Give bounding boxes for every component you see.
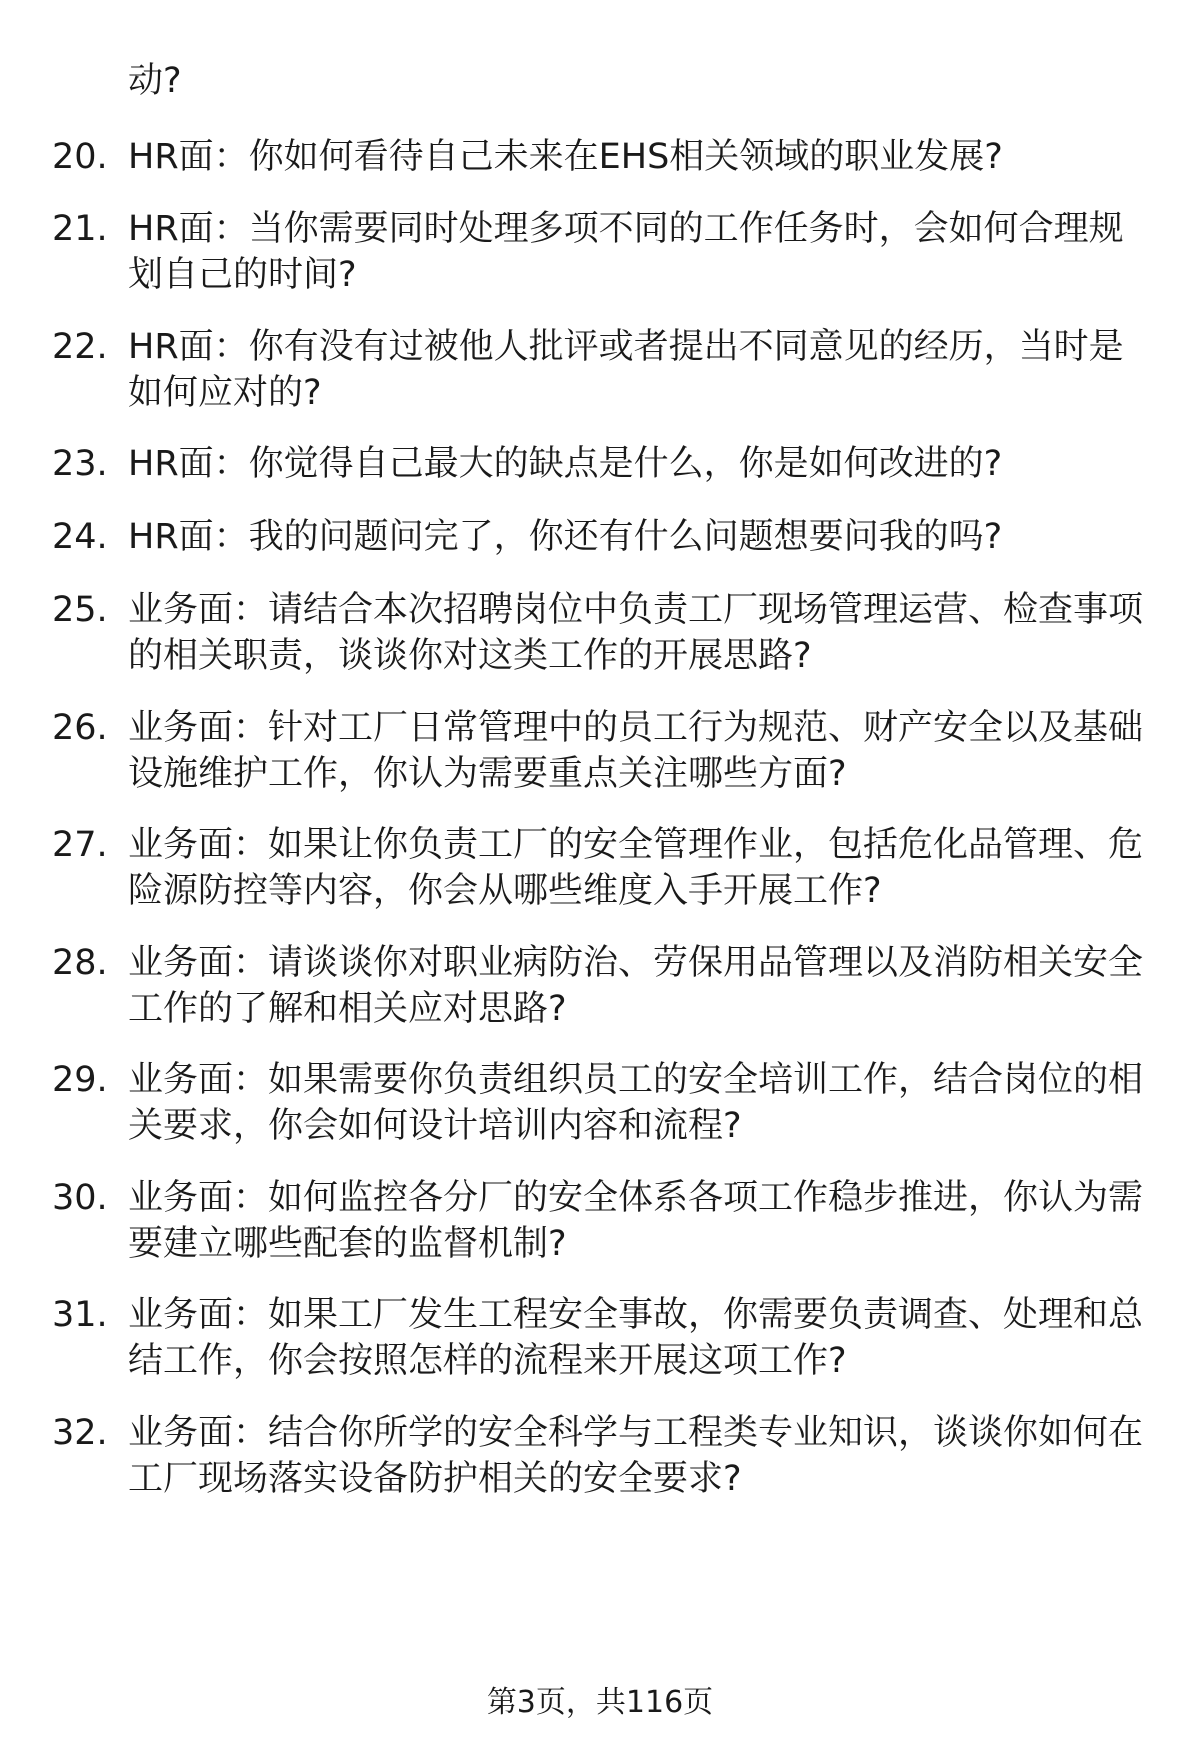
item-number: 30. [52, 1178, 108, 1218]
item-text: 业务面：请谈谈你对职业病防治、劳保用品管理以及消防相关安全工作的了解和相关应对思路? [128, 943, 1144, 1029]
item-text: 业务面：如果需要你负责组织员工的安全培训工作，结合岗位的相关要求，你会如何设计培训内容和流程? [128, 1060, 1144, 1146]
item-number: 24. [52, 517, 108, 557]
page-footer: 第3页，共116页 [486, 1685, 714, 1720]
item-text: 业务面：如果让你负责工厂的安全管理作业，包括危化品管理、危险源防控等内容，你会从哪些维度入手开展工作? [128, 825, 1144, 911]
item-text: HR面：你觉得自己最大的缺点是什么，你是如何改进的? [128, 444, 1003, 484]
item-number: 26. [52, 708, 108, 748]
item-text: 业务面：请结合本次招聘岗位中负责工厂现场管理运营、检查事项的相关职责，谈谈你对这类工作的开展思路? [128, 590, 1144, 676]
item-number: 31. [52, 1295, 108, 1335]
item-text: 业务面：如果工厂发生工程安全事故，你需要负责调查、处理和总结工作，你会按照怎样的流程来开展这项工作? [128, 1295, 1144, 1381]
item-number: 27. [52, 825, 108, 865]
item-number: 25. [52, 590, 108, 630]
item-text: HR面：我的问题问完了，你还有什么问题想要问我的吗? [128, 517, 1003, 557]
item-number: 21. [52, 209, 108, 249]
item-number: 22. [52, 327, 108, 367]
continuation-text: 动? [128, 61, 182, 101]
item-text: HR面：你有没有过被他人批评或者提出不同意见的经历，当时是如何应对的? [128, 327, 1124, 413]
item-text: 业务面：针对工厂日常管理中的员工行为规范、财产安全以及基础设施维护工作，你认为需要重点关注哪些方面? [128, 708, 1144, 794]
item-text: 业务面：结合你所学的安全科学与工程类专业知识，谈谈你如何在工厂现场落实设备防护相关的安全要求? [128, 1413, 1144, 1499]
item-text: HR面：当你需要同时处理多项不同的工作任务时，会如何合理规划自己的时间? [128, 209, 1124, 295]
watermark: ​ [589, 780, 711, 938]
item-number: 32. [52, 1413, 108, 1453]
item-text: HR面：你如何看待自己未来在EHS相关领域的职业发展? [128, 137, 1003, 177]
item-number: 29. [52, 1060, 108, 1100]
item-text: 业务面：如何监控各分厂的安全体系各项工作稳步推进，你认为需要建立哪些配套的监督机制? [128, 1178, 1144, 1264]
item-number: 23. [52, 444, 108, 484]
item-number: 28. [52, 943, 108, 983]
item-number: 20. [52, 137, 108, 177]
